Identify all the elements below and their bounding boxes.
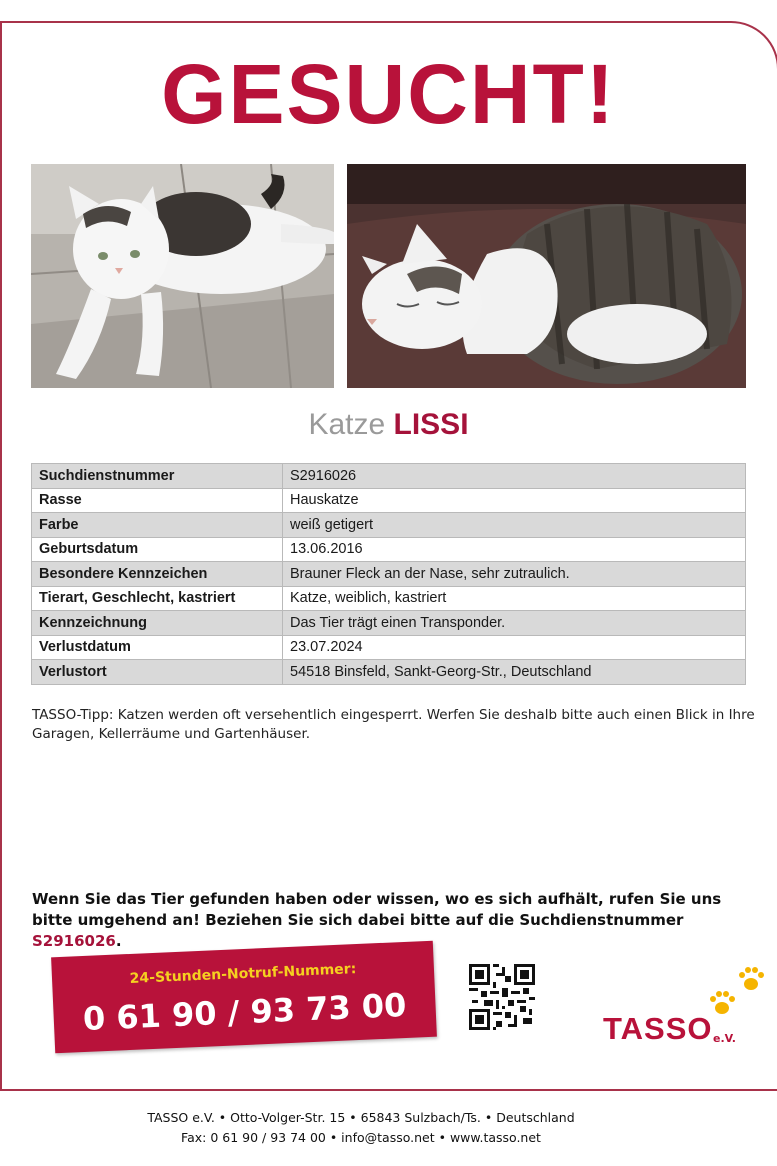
paw-prints-icon [705, 966, 771, 1022]
hotline-box [51, 941, 437, 1054]
row-label: Tierart, Geschlecht, kastriert [32, 586, 283, 611]
footer-address [0, 1108, 722, 1148]
table-row [32, 586, 746, 611]
row-value: weiß getigert [283, 513, 746, 538]
row-value: S2916026 [283, 464, 746, 489]
callout-text: Wenn Sie das Tier gefunden haben oder wissen, wo es sich aufhält, rufen Sie uns bitte umgehend an! Beziehen Sie sich dabei bitte auf die Suchdienstnummer [32, 890, 722, 929]
row-value: Katze, weiblich, kastriert [283, 586, 746, 611]
pet-info-table [31, 463, 746, 685]
row-label: Geburtsdatum [32, 537, 283, 562]
hotline-number[interactable]: 0 61 90 / 93 73 00 [82, 985, 408, 1039]
table-row [32, 562, 746, 587]
row-value: 13.06.2016 [283, 537, 746, 562]
callout-number: S2916026 [32, 932, 116, 950]
table-row [32, 537, 746, 562]
row-value: 54518 Binsfeld, Sankt-Georg-Str., Deutschland [283, 660, 746, 685]
pet-species: Katze [308, 408, 386, 441]
table-row [32, 513, 746, 538]
row-label: Rasse [32, 488, 283, 513]
row-label: Verlustort [32, 660, 283, 685]
row-value: Brauner Fleck an der Nase, sehr zutraulich. [283, 562, 746, 587]
row-label: Kennzeichnung [32, 611, 283, 636]
cat-photo-lying [31, 164, 334, 388]
table-row [32, 464, 746, 489]
row-value: 23.07.2024 [283, 635, 746, 660]
row-label: Besondere Kennzeichen [32, 562, 283, 587]
pet-name-heading [0, 408, 777, 442]
tasso-logo-suffix: e.V. [713, 1032, 736, 1045]
hotline-label: 24-Stunden-Notruf-Nummer: [129, 961, 357, 987]
poster-title: GESUCHT! [161, 47, 616, 141]
table-row [32, 635, 746, 660]
table-row [32, 611, 746, 636]
footer-line-address: TASSO e.V. • Otto-Volger-Str. 15 • 65843 Sulzbach/Ts. • Deutschland [147, 1110, 575, 1125]
cat-photo-sleeping [347, 164, 746, 388]
table-row [32, 660, 746, 685]
row-label: Verlustdatum [32, 635, 283, 660]
footer-line-contact: Fax: 0 61 90 / 93 74 00 • info@tasso.net • www.tasso.net [181, 1130, 541, 1145]
row-value: Das Tier trägt einen Transponder. [283, 611, 746, 636]
callout-end: . [115, 932, 122, 950]
pet-name: LISSI [393, 408, 469, 441]
row-label: Suchdienstnummer [32, 464, 283, 489]
qr-code-icon[interactable] [469, 964, 535, 1030]
tasso-logo: TASSO [603, 1011, 713, 1046]
row-value: Hauskatze [283, 488, 746, 513]
row-label: Farbe [32, 513, 283, 538]
table-row [32, 488, 746, 513]
tasso-tip: TASSO-Tipp: Katzen werden oft versehentlich eingesperrt. Werfen Sie deshalb bitte auch einen Blick in Ihre Garagen, Kellerräume und Gartenhäuser. [32, 707, 755, 742]
